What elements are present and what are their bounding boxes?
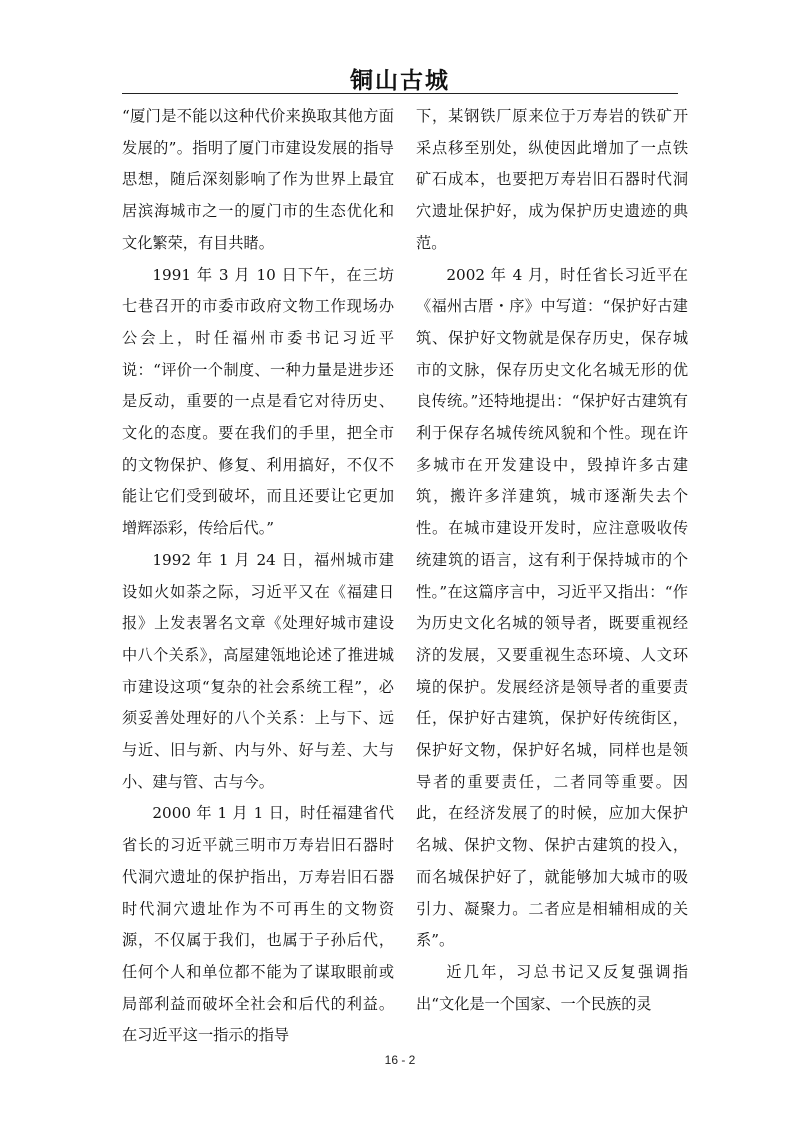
page-number: 16 - 2 xyxy=(384,1053,416,1067)
paragraph: 1991 年 3 月 10 日下午，在三坊七巷召开的市委市政府文物工作现场办公会上，时任福州市委书记习近平说：“评价一个制度、一种力量是进步还是反动，重要的一点是看它对待历史、文化的态度。要在我们的手里，把全市的文物保护、修复、利用搞好，不仅不能让它们受到破坏，而且还要让它更加增辉添彩，传给后代。” xyxy=(122,265,394,538)
paragraph: 近几年，习总书记又反复强调指出“文化是一个国家、一个民族的灵 xyxy=(416,962,688,1013)
paragraph: 2000 年 1 月 1 日，时任福建省代省长的习近平就三明市万寿岩旧石器时代洞穴遗址的保护指出，万寿岩旧石器时代洞穴遗址作为不可再生的文物资源，不仅属于我们，也属于子孙后代，任何个人和单位都不能为了谋取眼前或局部利益而破坏全社会和后代的利益。在习近平这一指示的指导 xyxy=(122,804,394,1045)
paragraph: 2002 年 4 月，时任省长习近平在《福州古厝・序》中写道：“保护好古建筑、保护好文物就是保存历史，保存城市的文脉，保存历史文化名城无形的优良传统。”还特地提出：“保护好古建筑有利于保存名城传统风貌和个性。现在许多城市在开发建设中，毁掉许多古建筑，搬许多洋建筑，城市逐渐失去个性。在城市建设开发时，应注意吸收传统建筑的语言，这有利于保持城市的个性。”在这篇序言中，习近平又指出：“作为历史文化名城的领导者，既要重视经济的发展，又要重视生态环境、人文环境的保护。发展经济是领导者的重要责任，保护好古建筑，保护好传统街区，保护好文物，保护好名城，同样也是领导者的重要责任，二者同等重要。因此，在经济发展了的时候，应加大保护名城、保护文物、保护古建筑的投入，而名城保护好了，就能够加大城市的吸引力、凝聚力。二者应是相辅相成的关系”。 xyxy=(416,265,688,950)
right-column xyxy=(416,101,688,1020)
header-divider xyxy=(122,93,678,94)
paragraph: 下，某钢铁厂原来位于万寿岩的铁矿开采点移至别处，纵使因此增加了一点铁矿石成本，也要把万寿岩旧石器时代洞穴遗址保护好，成为保护历史遗迹的典范。 xyxy=(416,107,688,252)
page-header-title: 铜山古城 xyxy=(350,68,450,94)
paragraph: 1992 年 1 月 24 日，福州城市建设如火如荼之际，习近平又在《福建日报》上发表署名文章《处理好城市建设中八个关系》，高屋建瓴地论述了推进城市建设这项“复杂的社会系统工程”，必须妥善处理好的八个关系：上与下、远与近、旧与新、内与外、好与差、大与小、建与管、古与今。 xyxy=(122,550,394,791)
left-column xyxy=(122,101,394,1052)
paragraph: “厦门是不能以这种代价来换取其他方面发展的”。指明了厦门市建设发展的指导思想，随后深刻影响了作为世界上最宜居滨海城市之一的厦门市的生态优化和文化繁荣，有目共睹。 xyxy=(122,107,394,252)
